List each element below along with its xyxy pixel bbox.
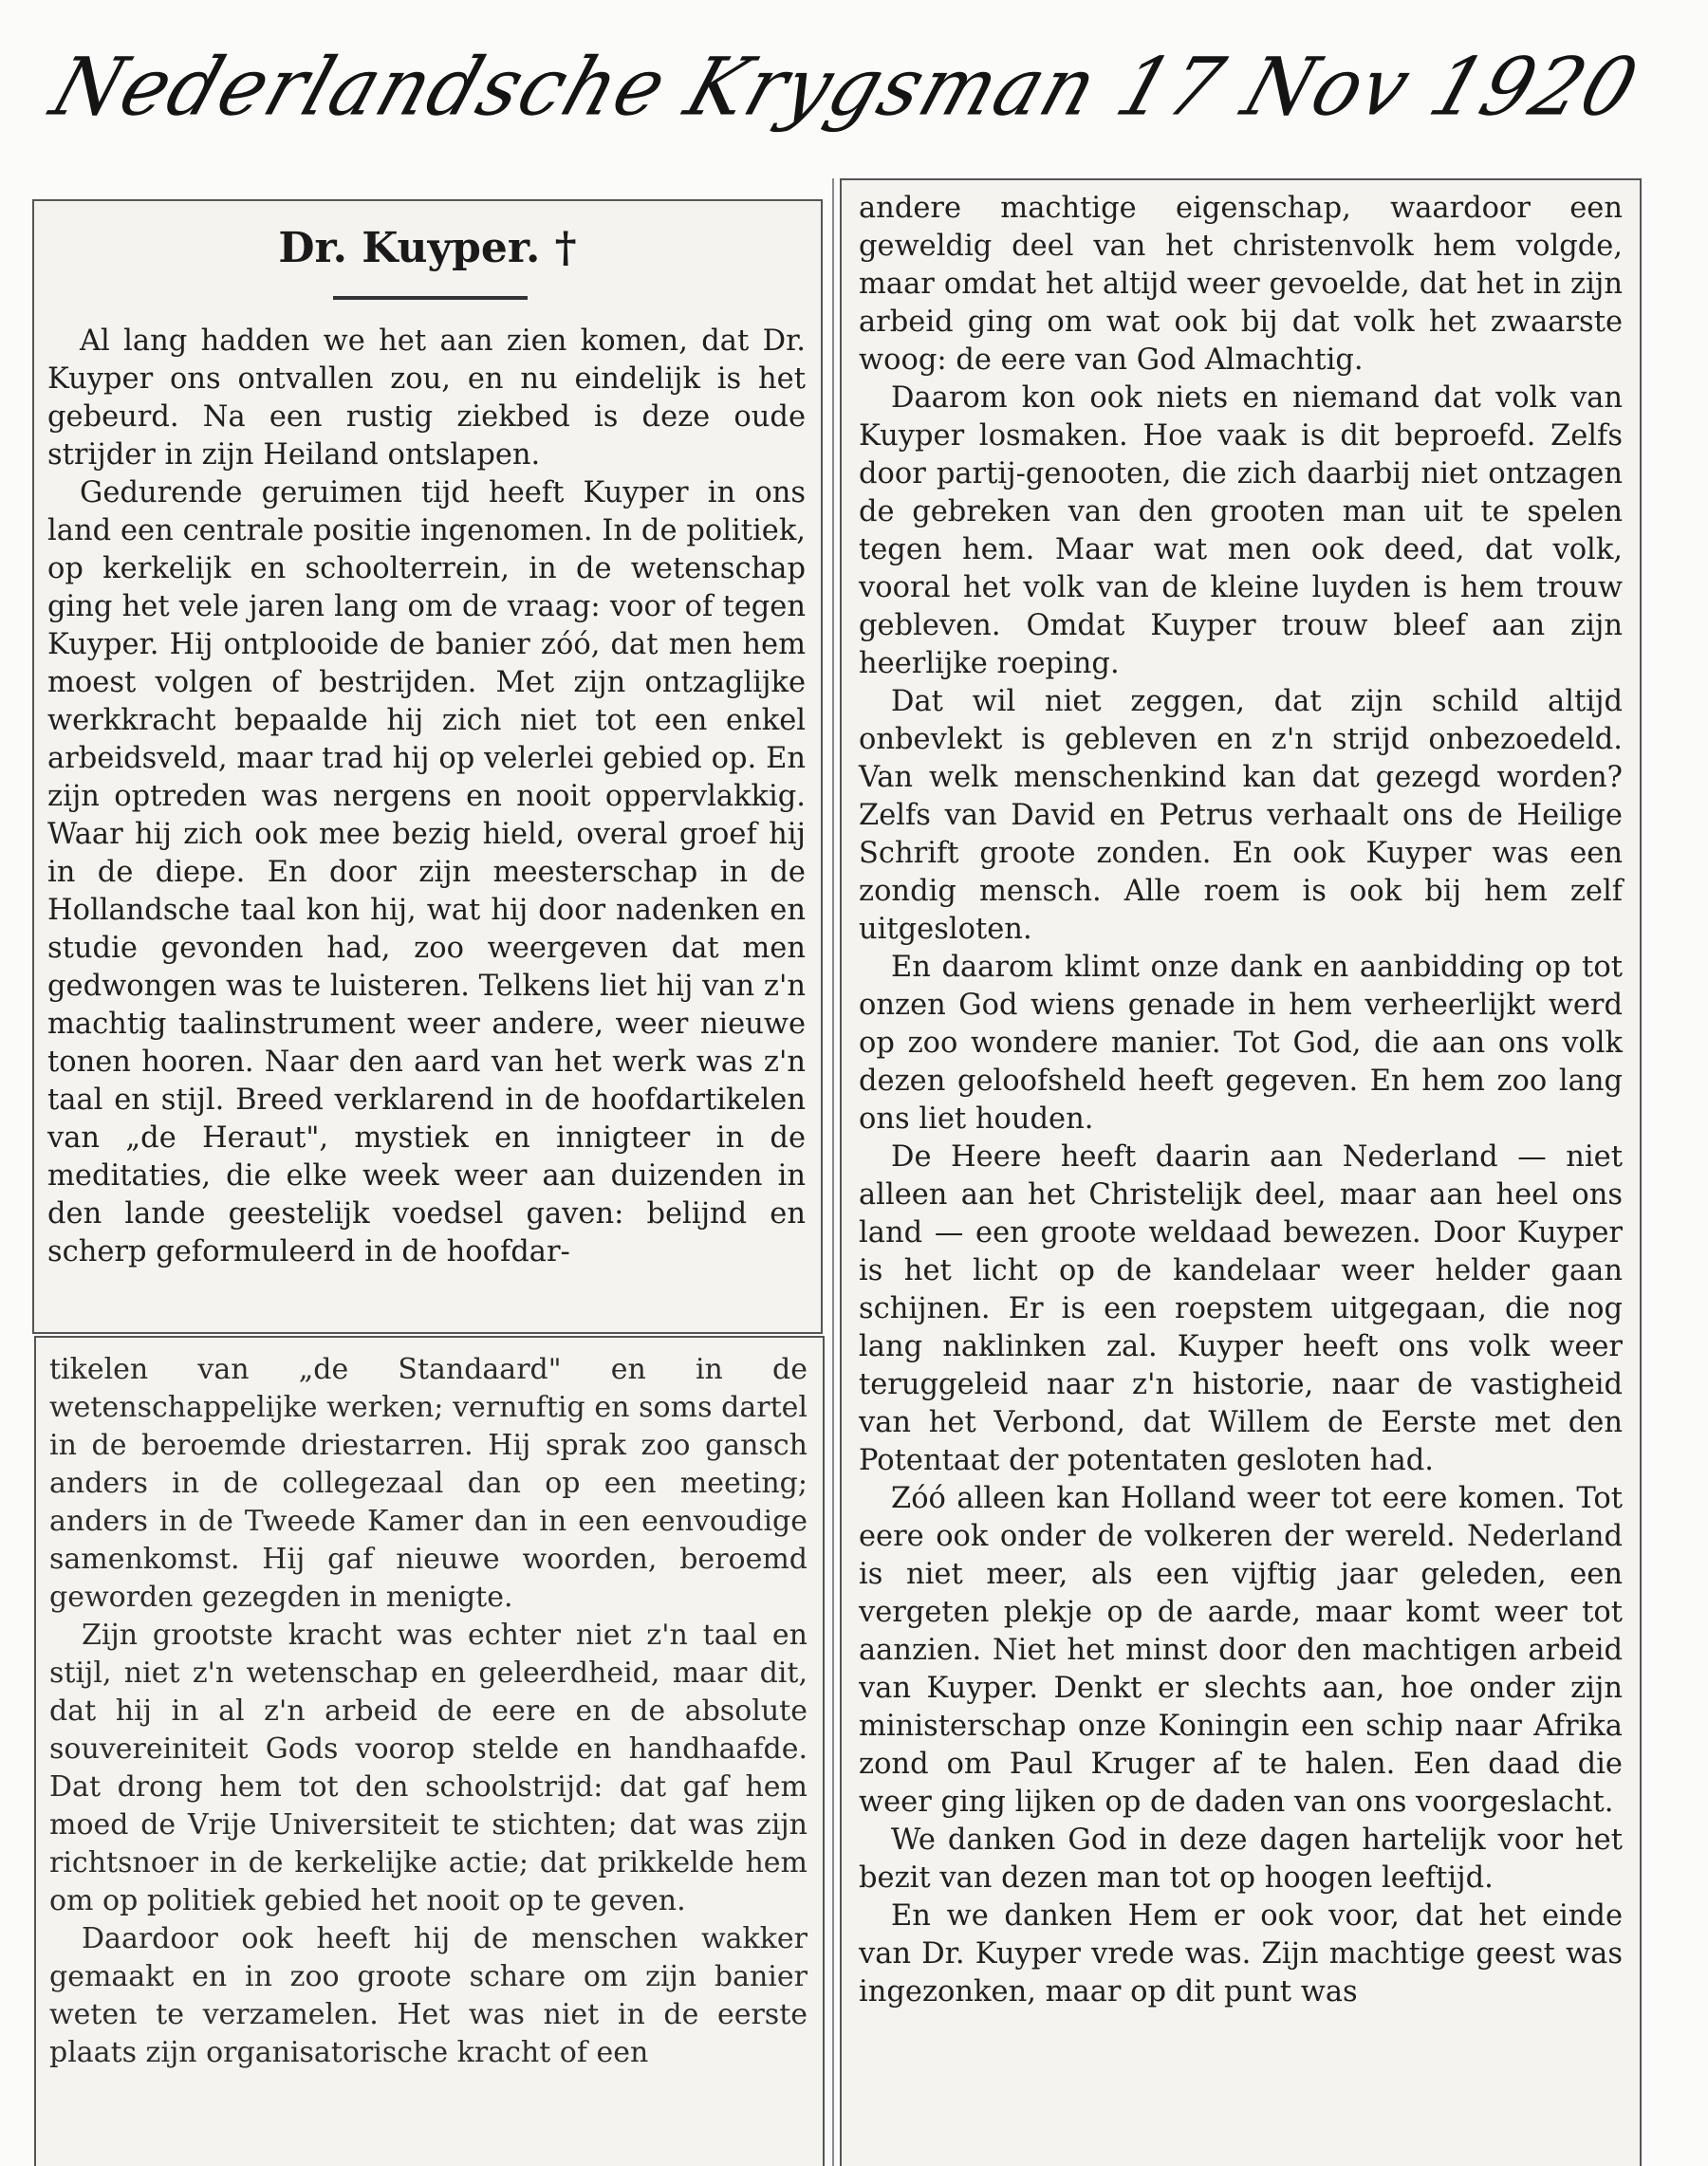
column-left-top [47,323,806,1271]
paragraph: Dat wil niet zeggen, dat zijn schild altijd onbevlekt is gebleven en z'n strijd onbezoedeld. Van welk menschenkind kan dat gezegd worden? Zelfs van David en Petrus verhaalt ons de Heilige Schrift groote zonden. En ook Kuyper was een zondig mensch. Alle roem is ook bij hem zelf uitgesloten. [859,685,1623,946]
paragraph: Gedurende geruimen tijd heeft Kuyper in ons land een centrale positie ingenomen. In de politiek, op kerkelijk en schoolterrein, in de wetenschap ging het vele jaren lang om de vraag: voor of tegen Kuyper. Hij ontplooide de banier zóó, dat men hem moest volgen of bestrijden. Met zijn ontzaglijke werkkracht bepaalde hij zich niet tot een enkel arbeidsveld, maar trad hij op velerlei gebied op. En zijn optreden was nergens en nooit oppervlakkig. Waar hij zich ook mee bezig hield, overal groef hij in de diepe. En door zijn meesterschap in de Hollandsche taal kon hij, wat hij door nadenken en studie gevonden had, zoo weergeven dat men gedwongen was te luisteren. Telkens liet hij van z'n machtig taalinstrument weer andere, weer nieuwe tonen hooren. Naar den aard van het werk was z'n taal en stijl. Breed verklarend in de hoofdartikelen van „de Heraut", mystiek en innigteer in de meditaties, die elke week weer aan duizenden in den lande geestelijk voedsel gaven: belijnd en scherp geformuleerd in de hoofdar- [47,476,806,1268]
paragraph: En we danken Hem er ook voor, dat het einde van Dr. Kuyper vrede was. Zijn machtige geest was ingezonken, maar op dit punt was [859,1899,1623,2009]
paragraph: Daarom kon ook niets en niemand dat volk van Kuyper losmaken. Hoe vaak is dit beproefd. Zelfs door partij-genooten, die zich daarbij niet ontzagen de gebreken van den grooten man uit te spelen tegen hem. Maar wat men ook deed, dat volk, vooral het volk van de kleine luyden is hem trouw gebleven. Omdat Kuyper trouw bleef aan zijn heerlijke roeping. [859,381,1623,680]
clipping-left-top [32,199,823,1334]
column-right [859,190,1623,2011]
clipping-right [840,178,1642,2166]
paragraph: tikelen van „de Standaard" en in de wetenschappelijke werken; vernuftig en soms dartel in de beroemde driestarren. Hij sprak zoo gansch anders in de collegezaal dan op een meeting; anders in de Tweede Kamer dan in een eenvoudige samenkomst. Hij gaf nieuwe woorden, beroemd geworden gezegden in menigte. [49,1353,808,1614]
paragraph: En daarom klimt onze dank en aanbidding op tot onzen God wiens genade in hem verheerlijkt werd op zoo wondere manier. Tot God, die aan ons volk dezen geloofsheld heeft gegeven. En hem zoo lang ons liet houden. [859,951,1623,1136]
paragraph: We danken God in deze dagen hartelijk voor het bezit van dezen man tot op hoogen leeftijd. [859,1824,1623,1895]
title-rule [333,296,528,300]
clipping-left-bottom [34,1336,825,2166]
paragraph: Zóó alleen kan Holland weer tot eere komen. Tot eere ook onder de volkeren der wereld. Nederland is niet meer, als een vijftig jaar geleden, een vergeten plekje op de aarde, maar komt weer tot aanzien. Niet het minst door den machtigen arbeid van Kuyper. Denkt er slechts aan, hoe onder zijn ministerschap onze Koningin een schip naar Afrika zond om Paul Kruger af te halen. Een daad die weer ging lijken op de daden van ons voorgeslacht. [859,1482,1623,1819]
paragraph: Daardoor ook heeft hij de menschen wakker gemaakt en in zoo groote schare om zijn banier weten te verzamelen. Het was niet in de eerste plaats zijn organisatorische kracht of een [49,1922,808,2069]
paragraph: andere machtige eigenschap, waardoor een geweldig deel van het christenvolk hem volgde, maar omdat het altijd weer gevoelde, dat het in zijn arbeid ging om wat ook bij dat volk het zwaarste woog: de eere van God Almachtig. [859,192,1623,377]
paragraph: Al lang hadden we het aan zien komen, dat Dr. Kuyper ons ontvallen zou, en nu eindelijk is het gebeurd. Na een rustig ziekbed is deze oude strijder in zijn Heiland ontslapen. [47,324,806,472]
paragraph: De Heere heeft daarin aan Nederland — niet alleen aan het Christelijk deel, maar aan heel ons land — een groote weldaad bewezen. Door Kuyper is het licht op de kandelaar weer helder gaan schijnen. Er is een roepstem uitgegaan, die nog lang naklinken zal. Kuyper heeft ons volk weer teruggeleid naar z'n historie, naar de vastigheid van het Verbond, dat Willem de Eerste met den Potentaat der potentaten gesloten had. [859,1140,1623,1477]
article-title: Dr. Kuyper. † [278,224,577,272]
paragraph: Zijn grootste kracht was echter niet z'n taal en stijl, niet z'n wetenschap en geleerdheid, maar dit, dat hij in al z'n arbeid de eere en de absolute souvereiniteit Gods voorop stelde en handhaafde. Dat drong hem tot den schoolstrijd: dat gaf hem moed de Vrije Universiteit te stichten; dat was zijn richtsnoer in de kerkelijke actie; dat prikkelde hem om op politiek gebied het nooit op te geven. [49,1619,808,1917]
column-fold-line [832,178,834,2166]
handwritten-source-note: Nederlandsche Krygsman 17 Nov 1920 [41,40,1650,134]
column-left-bottom [49,1351,808,2072]
